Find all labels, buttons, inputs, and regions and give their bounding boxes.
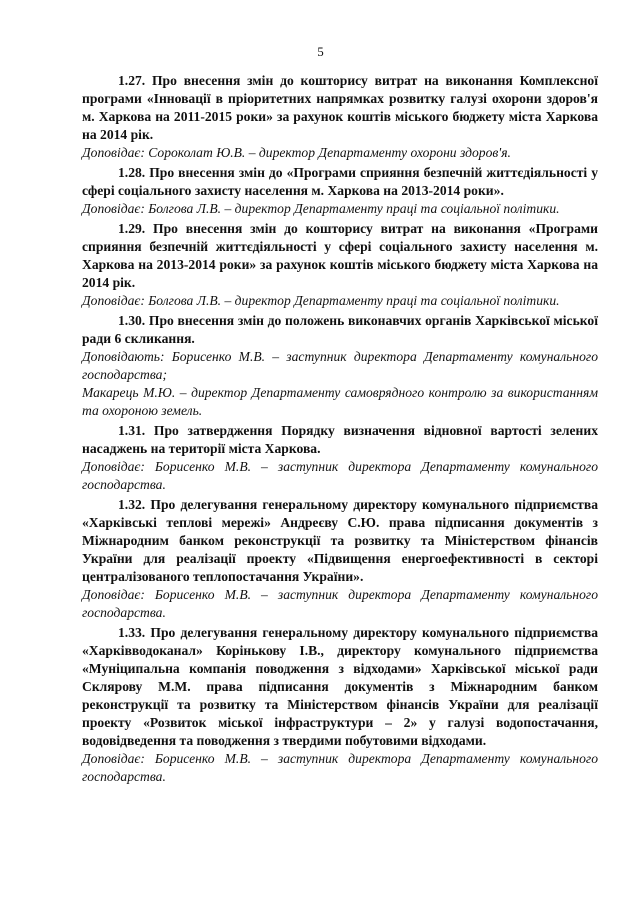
agenda-item-text: Про делегування генеральному директору комунального підприємства «Харківські теплові мережі» Андреєву С.Ю. права підписання документів з Міжнародним банком реконструкції та розвитку та Міністерством фінансів України для реалізації проекту «Підвищення енергоефективності в секторі централізованого теплопостачання України». bbox=[82, 497, 598, 584]
agenda-item-number: 1.27. bbox=[118, 73, 146, 88]
agenda-item-speaker: Доповідають: Борисенко М.В. – заступник директора Департаменту комунального господарства; bbox=[82, 349, 598, 382]
agenda-item-speaker: Доповідає: Борисенко М.В. – заступник директора Департаменту комунального господарства. bbox=[82, 459, 598, 492]
agenda-item-number: 1.28. bbox=[118, 165, 146, 180]
agenda-item-text: Про внесення змін до кошторису витрат на виконання «Програми сприяння безпечній життєдіяльності у сфері соціального захисту населення м. Харкова на 2013-2014 роки» за рахунок коштів міського бюджету міста Харкова на 2014 рік. bbox=[82, 221, 598, 290]
agenda-item-title bbox=[82, 72, 598, 144]
agenda-item bbox=[82, 72, 598, 162]
agenda-item-text: Про затвердження Порядку визначення відновної вартості зелених насаджень на території міста Харкова. bbox=[82, 423, 598, 456]
agenda-item-title bbox=[82, 220, 598, 292]
agenda-item-number: 1.29. bbox=[118, 221, 146, 236]
agenda-item-text: Про делегування генеральному директору комунального підприємства «Харківводоканал» Корінькову І.В., директору комунального підприємства «Муніципальна компанія поводження з відходами» Харківської міської ради Склярову М.М. права підписання документів з Міжнародним банком реконструкції та розвитку та Міністерством фінансів України для реалізації проекту «Розвиток міської інфраструктури – 2» у галузі водопостачання, водовідведення та поводження з твердими побутовими відходами. bbox=[82, 625, 598, 748]
agenda-item-speaker: Доповідає: Болгова Л.В. – директор Департаменту праці та соціальної політики. bbox=[82, 201, 560, 216]
agenda-item bbox=[82, 624, 598, 786]
agenda-item-title bbox=[82, 312, 598, 348]
agenda-list bbox=[82, 72, 598, 786]
agenda-item-number: 1.31. bbox=[118, 423, 146, 438]
agenda-item-speaker: Доповідає: Сороколат Ю.В. – директор Департаменту охорони здоров'я. bbox=[82, 145, 511, 160]
agenda-item-title bbox=[82, 164, 598, 200]
agenda-item bbox=[82, 312, 598, 420]
agenda-item-speaker: Доповідає: Болгова Л.В. – директор Департаменту праці та соціальної політики. bbox=[82, 293, 560, 308]
agenda-item bbox=[82, 220, 598, 310]
agenda-item-title bbox=[82, 422, 598, 458]
agenda-item-text: Про внесення змін до кошторису витрат на виконання Комплексної програми «Інновації в пріоритетних напрямках розвитку галузі охорони здоров'я м. Харкова на 2011-2015 роки» за рахунок коштів міського бюджету міста Харкова на 2014 рік. bbox=[82, 73, 598, 142]
agenda-item bbox=[82, 496, 598, 622]
page-number: 5 bbox=[317, 44, 324, 59]
agenda-item-number: 1.30. bbox=[118, 313, 146, 328]
agenda-item bbox=[82, 164, 598, 218]
agenda-item-title bbox=[82, 624, 598, 750]
agenda-item bbox=[82, 422, 598, 494]
agenda-item-number: 1.33. bbox=[118, 625, 146, 640]
agenda-item-text: Про внесення змін до положень виконавчих органів Харківської міської ради 6 скликання. bbox=[82, 313, 598, 346]
agenda-item-title bbox=[82, 496, 598, 586]
agenda-item-text: Про внесення змін до «Програми сприяння безпечній життєдіяльності у сфері соціального захисту населення м. Харкова на 2013-2014 роки». bbox=[82, 165, 598, 198]
agenda-item-speaker: Макарець М.Ю. – директор Департаменту самоврядного контролю за використанням та охороною земель. bbox=[82, 385, 598, 418]
agenda-item-number: 1.32. bbox=[118, 497, 146, 512]
agenda-item-speaker: Доповідає: Борисенко М.В. – заступник директора Департаменту комунального господарства. bbox=[82, 587, 598, 620]
agenda-item-speaker: Доповідає: Борисенко М.В. – заступник директора Департаменту комунального господарства. bbox=[82, 751, 598, 784]
